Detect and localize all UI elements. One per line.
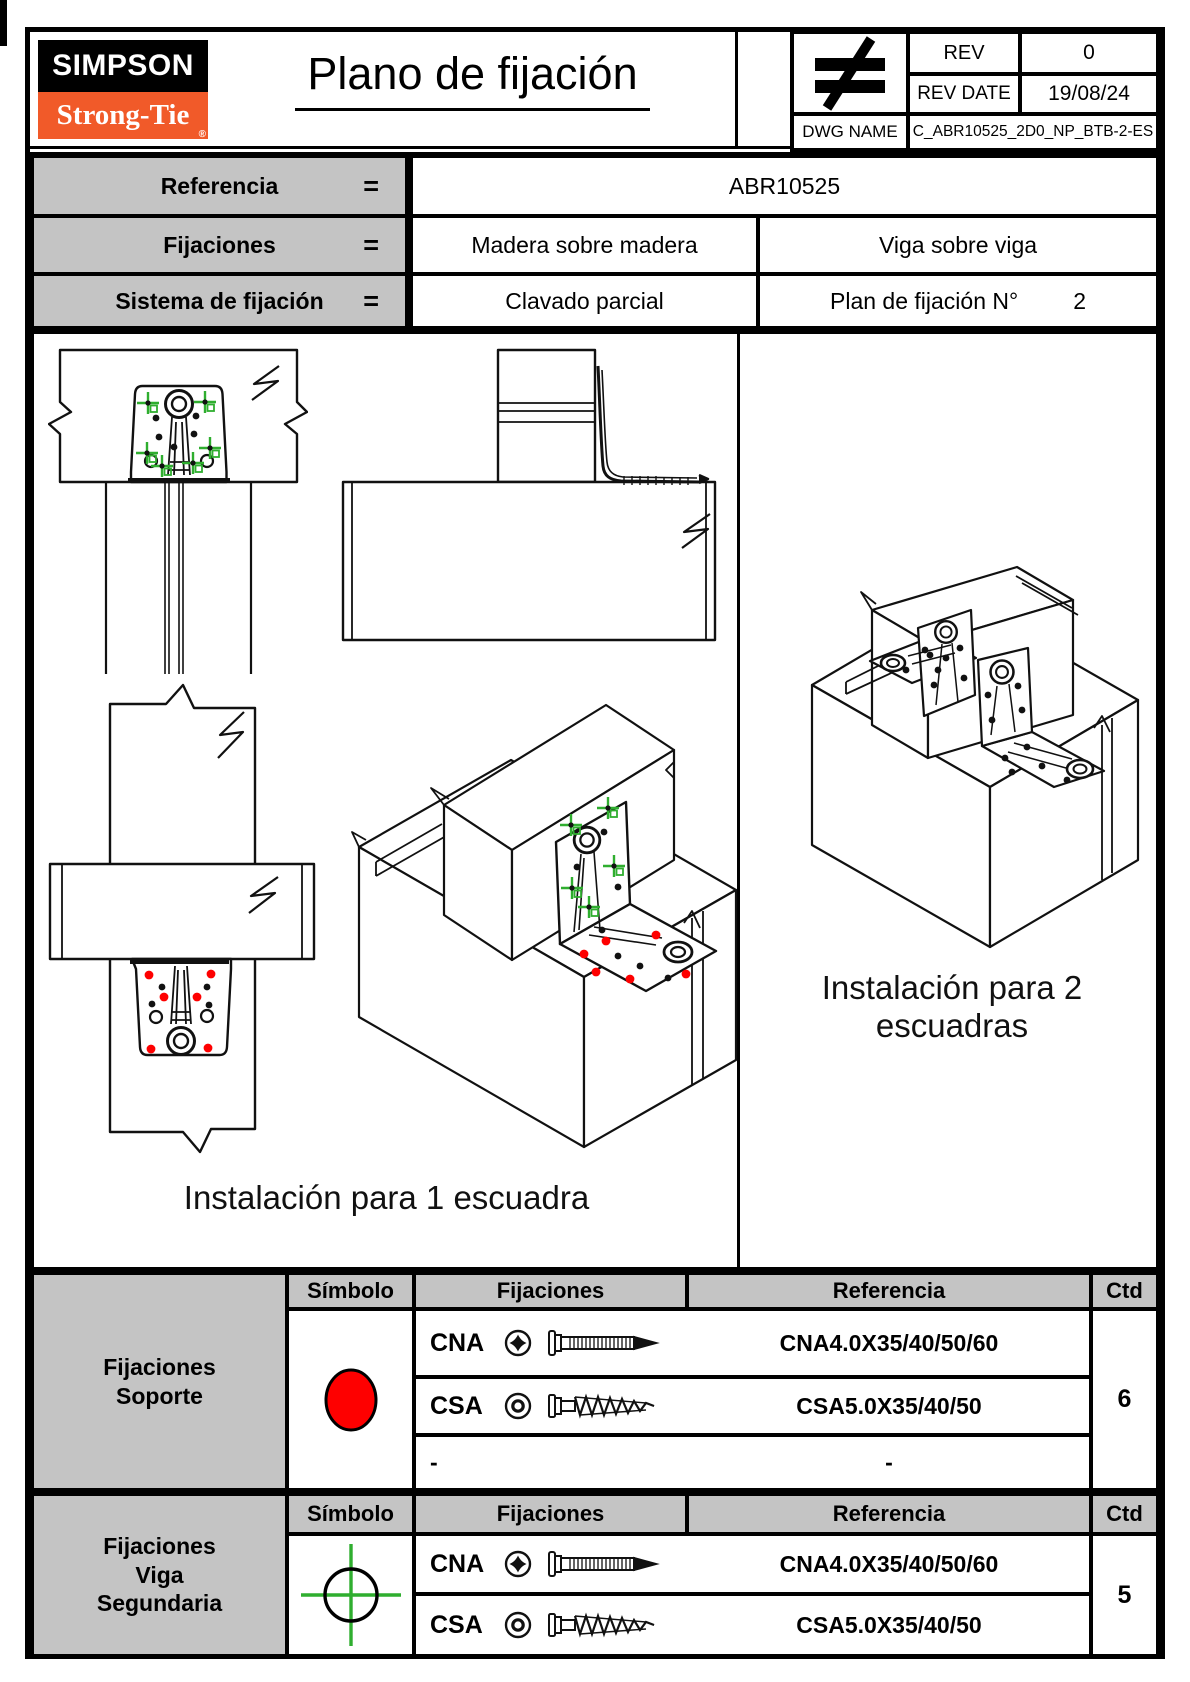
info-value-clavado: Clavado parcial: [413, 276, 756, 326]
equals-sign: =: [363, 229, 379, 260]
info-label-fijaciones: Fijaciones =: [34, 218, 405, 272]
table-row-label: Fijaciones Soporte: [34, 1275, 285, 1488]
fixing-row-cna: [416, 1536, 699, 1592]
rev-date-value: 19/08/24: [1022, 76, 1156, 112]
cna-head-icon: [503, 1549, 533, 1579]
info-label-referencia: Referencia =: [34, 158, 405, 214]
plan-number: 2: [1073, 287, 1086, 314]
revision-block: [790, 30, 1160, 152]
table-row-label: Fijaciones Viga Segundaria: [34, 1496, 285, 1654]
info-table: [30, 152, 1160, 330]
column-header-simbolo: Símbolo: [289, 1496, 412, 1532]
fixing-code: CNA: [430, 1328, 485, 1357]
caption-one-bracket: Instalación para 1 escuadra: [183, 1179, 590, 1216]
column-header-fijaciones: Fijaciones: [416, 1496, 685, 1532]
column-header-ctd: Ctd: [1093, 1496, 1156, 1532]
green-crosshair-icon: [298, 1542, 404, 1648]
logo-simpson: SIMPSON: [38, 40, 208, 92]
reference-value: CSA5.0X35/40/50: [689, 1379, 1089, 1433]
csa-head-icon: [503, 1391, 533, 1421]
nail-icon: [548, 1326, 660, 1360]
fixing-row-cna: [416, 1311, 699, 1375]
isometric-one-bracket-drawing: [334, 692, 741, 1167]
column-header-simbolo: Símbolo: [289, 1275, 412, 1307]
csa-head-icon: [503, 1610, 533, 1640]
page-title: Plano de fijación: [215, 48, 730, 111]
info-value-referencia: ABR10525: [413, 158, 1156, 214]
column-header-ctd: Ctd: [1093, 1275, 1156, 1307]
column-header-fijaciones: Fijaciones: [416, 1275, 685, 1307]
caption-two-brackets: Instalación para 2 escuadras: [821, 969, 1083, 1044]
screw-icon: [548, 1607, 660, 1643]
reference-value: CNA4.0X35/40/50/60: [689, 1536, 1089, 1592]
not-equal-icon: [794, 34, 906, 112]
info-value-viga: Viga sobre viga: [760, 218, 1156, 272]
cna-head-icon: [503, 1328, 533, 1358]
symbol-cell: [289, 1536, 412, 1654]
logo-strongtie: Strong-Tie ®: [38, 92, 208, 139]
fixing-row-empty: -: [416, 1437, 699, 1488]
simpson-strongtie-logo: [38, 40, 208, 139]
fixing-table-viga-segundaria: [30, 1492, 1160, 1658]
side-view-drawing: [319, 344, 734, 674]
screw-icon: [548, 1388, 660, 1424]
nail-icon: [548, 1547, 660, 1581]
fixing-code: CSA: [430, 1391, 483, 1420]
info-label-sistema: Sistema de fijación =: [34, 276, 405, 326]
info-value-plan: Plan de fijación N° 2: [760, 276, 1156, 326]
symbol-cell: [289, 1311, 412, 1488]
registered-mark: ®: [198, 129, 206, 140]
fixing-table-soporte: [30, 1271, 1160, 1492]
reference-value: CSA5.0X35/40/50: [689, 1596, 1089, 1654]
qty-value: 6: [1093, 1311, 1156, 1488]
fixing-row-csa: [416, 1596, 699, 1654]
info-value-madera: Madera sobre madera: [413, 218, 756, 272]
equals-sign: =: [363, 285, 379, 316]
drawing-area: [30, 330, 1160, 1271]
rev-date-label: REV DATE: [910, 76, 1018, 112]
rev-value: 0: [1022, 34, 1156, 72]
red-circle-icon: [319, 1362, 383, 1438]
fixing-code: CSA: [430, 1610, 483, 1639]
dwg-name-label: DWG NAME: [794, 116, 906, 148]
header-divider: [735, 32, 738, 148]
qty-value: 5: [1093, 1536, 1156, 1654]
column-header-referencia: Referencia: [689, 1275, 1089, 1307]
fixing-code: CNA: [430, 1549, 485, 1578]
fixing-row-csa: [416, 1379, 699, 1433]
isometric-two-brackets-drawing: [750, 480, 1162, 950]
column-header-referencia: Referencia: [689, 1496, 1089, 1532]
bottom-view-drawing: [48, 680, 328, 1164]
front-view-drawing: [48, 344, 308, 674]
reference-value: CNA4.0X35/40/50/60: [689, 1311, 1089, 1375]
not-equal-cell: [794, 34, 906, 112]
dwg-name-value: C_ABR10525_2D0_NP_BTB-2-ES: [910, 116, 1156, 148]
reference-value: -: [689, 1437, 1089, 1488]
scan-corner-mark: [0, 0, 7, 46]
rev-label: REV: [910, 34, 1018, 72]
equals-sign: =: [363, 170, 379, 201]
